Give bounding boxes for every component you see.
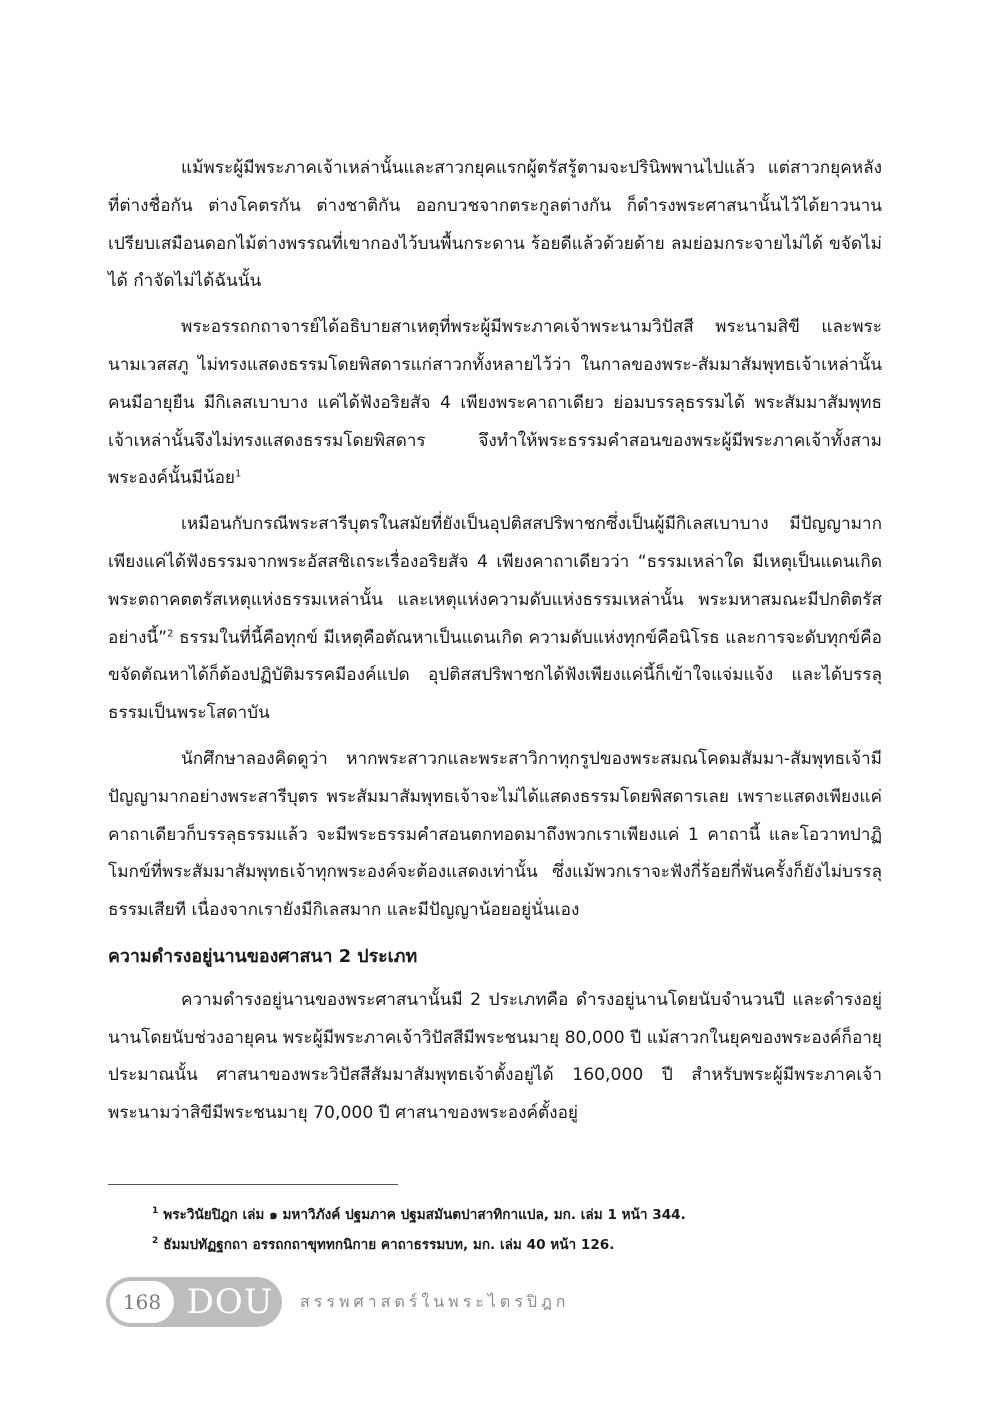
footer-badge <box>106 1277 282 1327</box>
section-heading: ความดำรงอยู่นานของศาสนา 2 ประเภท <box>108 945 418 967</box>
dou-logo: DOU <box>186 1282 274 1322</box>
footnote-ref[interactable]: 2 <box>167 627 174 639</box>
footnote-ref[interactable]: 1 <box>234 468 242 480</box>
book-title: สรรพศาสตร์ในพระไตรปิฎก <box>300 1292 570 1311</box>
page-number: 168 <box>110 1281 174 1323</box>
paragraph <box>108 309 882 498</box>
footnote-marker: 1 <box>152 1206 159 1217</box>
footnote <box>152 1230 892 1260</box>
footnote-divider <box>108 1184 398 1185</box>
footnotes <box>152 1200 892 1260</box>
paragraph <box>108 741 882 930</box>
footnote <box>152 1200 892 1230</box>
paragraph-text: เหมือนกับกรณีพระสารีบุตรในสมัยที่ยังเป็นอุปติสสปริพาชกซึ่งเป็นผู้มีกิเลสเบาบาง มีปัญญามาก เพียงแค่ได้ฟังธรรมจากพระอัสสชิเถระเรื่องอริยสัจ 4 เพียงคาถาเดียวว่า “ธรรมเหล่าใด มีเหตุเป็นแดนเกิด พระตถาคตตรัสเหตุแห่งธรรมเหล่านั้น และเหตุแห่งความดับแห่งธรรมเหล่านั้น พระมหาสมณะมีปกติตรัสอย่างนี้” <box>108 514 882 648</box>
paragraph-text: ธรรมในที่นี้คือทุกข์ มีเหตุคือตัณหาเป็นแดนเกิด ความดับแห่งทุกข์คือนิโรธ และการจะดับทุกข์คือขจัดตัณหาได้ก็ต้องปฏิบัติมรรคมีองค์แปด อุปติสสปริพาชกได้ฟังเพียงแค่นี้ก็เข้าใจแจ่มแจ้ง และได้บรรลุธรรมเป็นพระโสดาบัน <box>108 627 883 724</box>
paragraph-text: ความดำรงอยู่นานของพระศาสนานั้นมี 2 ประเภทคือ ดำรงอยู่นานโดยนับจำนวนปี และดำรงอยู่นานโดยนับช่วงอายุคน พระผู้มีพระภาคเจ้าวิปัสสีมีพระชนมายุ 80,000 ปี แม้สาวกในยุคของพระองค์ก็อายุประมาณนั้น ศาสนาของพระวิปัสสีสัมมาสัมพุทธเจ้าตั้งอยู่ได้ 160,000 ปี สำหรับพระผู้มีพระภาคเจ้าพระนามว่าสิขีมีพระชนมายุ 70,000 ปี ศาสนาของพระองค์ตั้งอยู่ <box>108 989 882 1124</box>
paragraph <box>108 150 882 301</box>
paragraph <box>108 982 882 1133</box>
main-content <box>108 150 882 1141</box>
footnote-text: ธัมมปทัฏฐกถา อรรถกถาขุททกนิกาย คาถาธรรมบท, มก. เล่ม 40 หน้า 126. <box>163 1237 615 1253</box>
paragraph <box>108 506 882 733</box>
paragraph-text: พระอรรถกถาจารย์ได้อธิบายสาเหตุที่พระผู้มีพระภาคเจ้าพระนามวิปัสสี พระนามสิขี และพระนามเวสสภู ไม่ทรงแสดงธรรมโดยพิสดารแก่สาวกทั้งหลายไว้ว่า ในกาลของพระ-สัมมาสัมพุทธเจ้าเหล่านั้น คนมีอายุยืน มีกิเลสเบาบาง แค่ได้ฟังอริยสัจ 4 เพียงพระคาถาเดียว ย่อมบรรลุธรรมได้ พระสัมมาสัมพุทธเจ้าเหล่านั้นจึงไม่ทรงแสดงธรรมโดยพิสดาร จึงทำให้พระธรรมคำสอนของพระผู้มีพระภาคเจ้าทั้งสามพระองค์นั้นมีน้อย <box>108 317 882 489</box>
paragraph-text: แม้พระผู้มีพระภาคเจ้าเหล่านั้นและสาวกยุคแรกผู้ตรัสรู้ตามจะปรินิพพานไปแล้ว แต่สาวกยุคหลังที่ต่างชื่อกัน ต่างโคตรกัน ต่างชาติกัน ออกบวชจากตระกูลต่างกัน ก็ดำรงพระศาสนานั้นไว้ได้ยาวนาน เปรียบเสมือนดอกไม้ต่างพรรณที่เขากองไว้บนพื้นกระดาน ร้อยดีแล้วด้วยด้าย ลมย่อมกระจายไม่ได้ ขจัดไม่ได้ กำจัดไม่ได้ฉันนั้น <box>108 158 882 292</box>
paragraph-text: นักศึกษาลองคิดดูว่า หากพระสาวกและพระสาวิกาทุกรูปของพระสมณโคดมสัมมา-สัมพุทธเจ้ามีปัญญามากอย่างพระสารีบุตร พระสัมมาสัมพุทธเจ้าจะไม่ได้แสดงธรรมโดยพิสดารเลย เพราะแสดงเพียงแค่คาถาเดียวก็บรรลุธรรมแล้ว จะมีพระธรรมคำสอนตกทอดมาถึงพวกเราเพียงแค่ 1 คาถานี้ และโอวาทปาฏิโมกข์ที่พระสัมมาสัมพุทธเจ้าทุกพระองค์จะต้องแสดงเท่านั้น ซึ่งแม้พวกเราจะฟังกี่ร้อยกี่พันครั้งก็ยังไม่บรรลุธรรมเสียที เนื่องจากเรายังมีกิเลสมาก และมีปัญญาน้อยอยู่นั่นเอง <box>108 748 882 921</box>
footnote-marker: 2 <box>152 1236 159 1247</box>
footnote-text: พระวินัยปิฎก เล่ม ๑ มหาวิภังค์ ปฐมภาค ปฐมสมันตปาสาทิกาแปล, มก. เล่ม 1 หน้า 344. <box>163 1207 686 1223</box>
